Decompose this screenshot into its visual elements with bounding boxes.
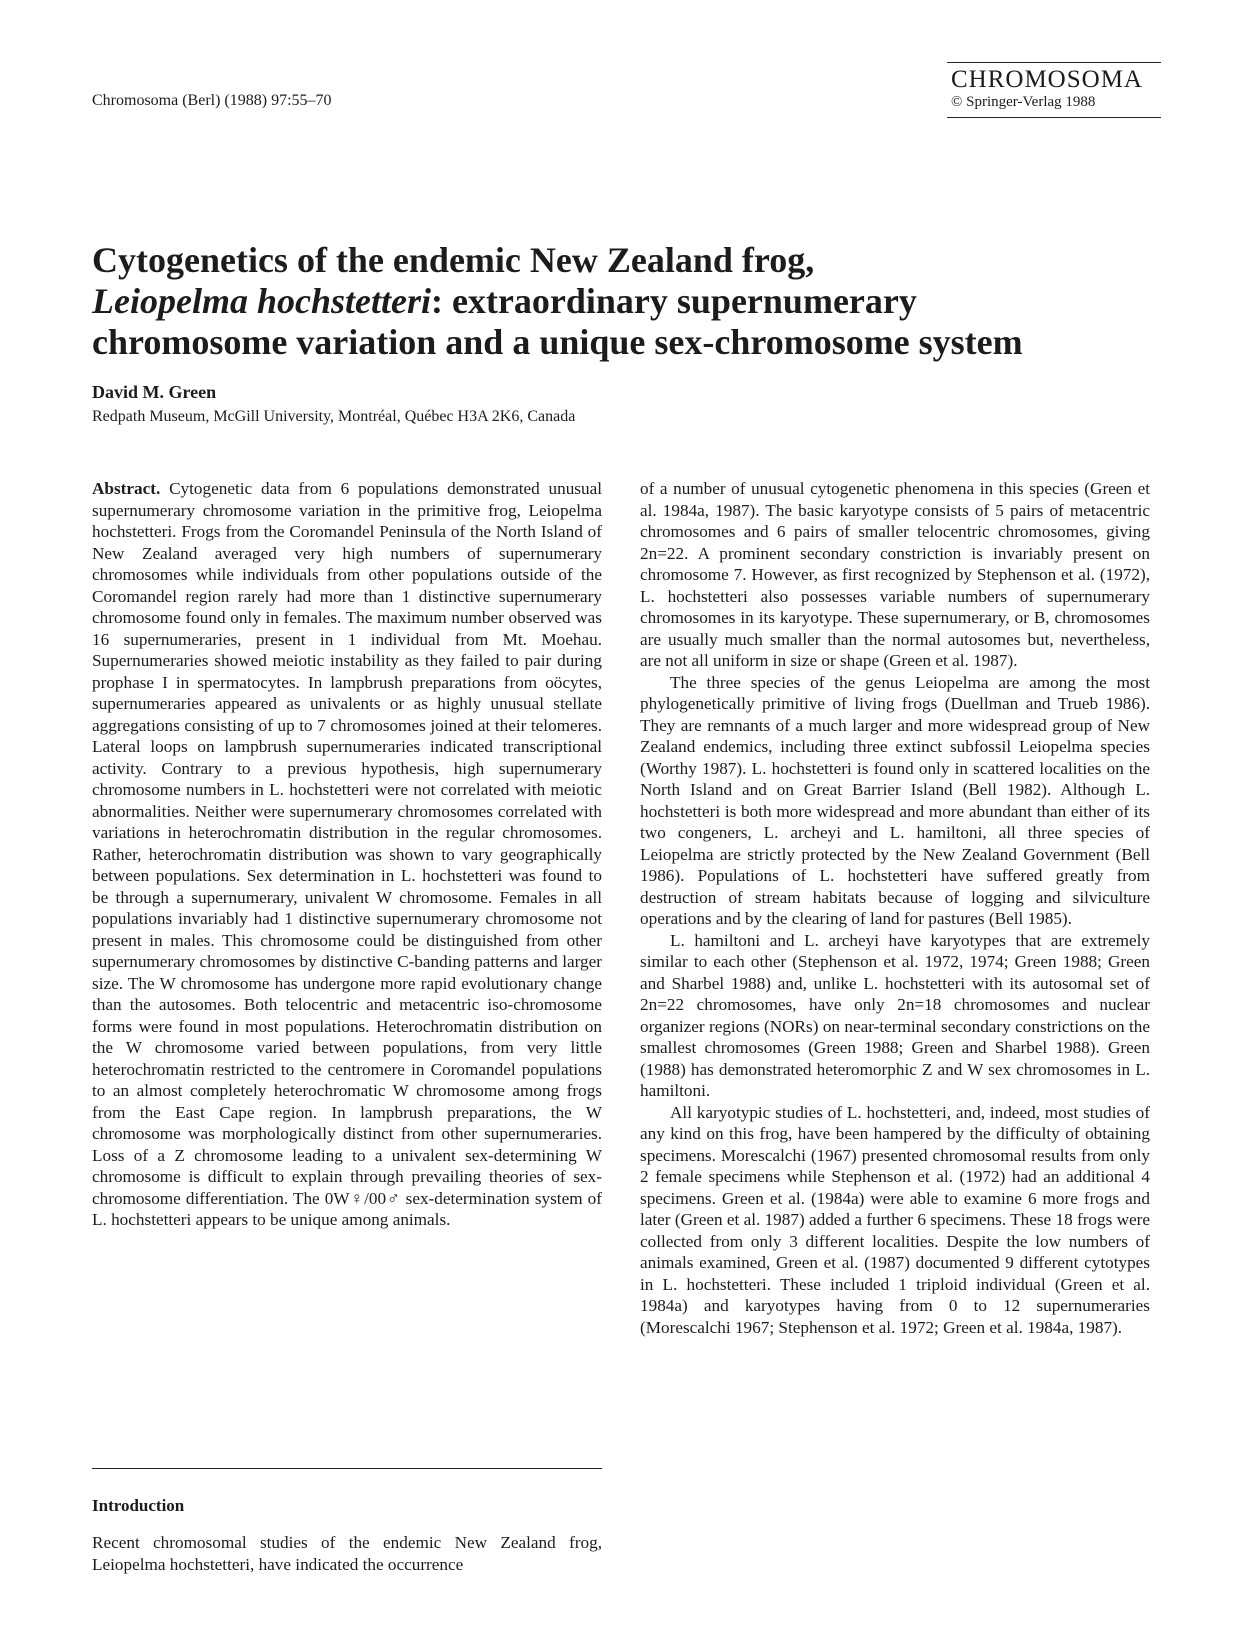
abstract-text: Cytogenetic data from 6 populations demonstrated unusual supernumerary chromosome variation in the primitive frog, Leiopelma hochstetteri. Frogs from the Coromandel Peninsula of the North Island of New Zealand averaged very high numbers of supernumerary chromosomes while individuals from other populations outside of the Coromandel region rarely had more than 1 distinctive supernumerary chromosome found only in females. The maximum number observed was 16 supernumeraries, present in 1 individual from Mt. Moehau. Supernumeraries showed meiotic instability as they failed to pair during prophase I in spermatocytes. In lampbrush preparations from oöcytes, supernumeraries appeared as univalents or as highly unusual stellate aggregations consisting of up to 7 chromosomes joined at their telomeres. Lateral loops on lampbrush supernumeraries indicated transcriptional activity. Contrary to a previous hypothesis, high supernumerary chromosome numbers in L. hochstetteri were not correlated with meiotic abnormalities. Neither were supernumerary chromosomes correlated with variations in heterochromatin distribution in the regular chromosomes. Rather, heterochromatin distribution was shown to vary geographically between populations. Sex determination in L. hochstetteri was found to be through a supernumerary, univalent W chromosome. Females in all populations invariably had 1 distinctive supernumerary chromosome not present in males. This chromosome could be distinguished from other supernumerary chromosomes by distinctive C-banding patterns and larger size. The W chromosome has undergone more rapid evolutionary change than the autosomes. Both telocentric and metacentric iso-chromosome forms were found in most populations. Heterochromatin distribution on the W chromosome varied between populations, from very little heterochromatin restricted to the centromere in Coromandel populations to an almost completely heterochromatic W chromosome among frogs from the East Cape region. In lampbrush preparations, the W chromosome was morphologically distinct from other supernumeraries. Loss of a Z chromosome leading to a univalent sex-determining W chromosome is difficult to explain through prevailing theories of sex-chromosome differentiation. The 0W♀/00♂ sex-determination system of L. hochstetteri appears to be unique among animals. <box>92 479 602 1229</box>
article-title <box>92 240 1092 363</box>
intro-paragraph-4: All karyotypic studies of L. hochstetteri, and, indeed, most studies of any kind on this frog, have been hampered by the difficulty of obtaining specimens. Morescalchi (1967) presented chromosomal results from only 2 female specimens while Stephenson et al. (1972) had an additional 4 specimens. Green et al. (1984a) were able to examine 6 more frogs and later (Green et al. 1987) added a further 6 specimens. These 18 frogs were collected from only 3 different localities. Despite the low numbers of animals examined, Green et al. (1987) documented 9 different cytotypes in L. hochstetteri. These included 1 triploid individual (Green et al. 1984a) and karyotypes having from 0 to 12 supernumeraries (Morescalchi 1967; Stephenson et al. 1972; Green et al. 1984a, 1987). <box>640 1102 1150 1337</box>
title-line-3: chromosome variation and a unique sex-chromosome system <box>92 322 1023 362</box>
abstract-label: Abstract. <box>92 479 161 498</box>
left-column <box>92 478 602 1231</box>
author-name: David M. Green <box>92 382 217 402</box>
abstract-paragraph <box>92 478 602 1231</box>
journal-masthead <box>947 62 1161 118</box>
author-affiliation: Redpath Museum, McGill University, Montréal, Québec H3A 2K6, Canada <box>92 408 576 425</box>
intro-paragraph-2: The three species of the genus Leiopelma are among the most phylogenetically primitive of living frogs (Duellman and Trueb 1986). They are remnants of a much larger and more widespread group of New Zealand endemics, including three extinct subfossil Leiopelma species (Worthy 1987). L. hochstetteri is found only in scattered localities on the North Island and on Great Barrier Island (Bell 1982). Although L. hochstetteri is both more widespread and more abundant than either of its two congeners, L. archeyi and L. hamiltoni, all three species of Leiopelma are strictly protected by the New Zealand Government (Bell 1986). Populations of L. hochstetteri have suffered greatly from destruction of stream habitats because of logging and silviculture operations and by the clearing of land for pastures (Bell 1985). <box>640 672 1150 928</box>
introduction-paragraph-start: Recent chromosomal studies of the endemic New Zealand frog, Leiopelma hochstetteri, have indicated the occurrence <box>92 1533 602 1574</box>
section-divider <box>92 1468 602 1469</box>
copyright-line: © Springer-Verlag 1988 <box>951 94 1096 110</box>
title-line-1: Cytogenetics of the endemic New Zealand frog, <box>92 240 815 280</box>
intro-paragraph-1-continued: of a number of unusual cytogenetic phenomena in this species (Green et al. 1984a, 1987). The basic karyotype consists of 5 pairs of metacentric chromosomes and 6 pairs of smaller telocentric chromosomes, giving 2n=22. A prominent secondary constriction is invariably present on chromosome 7. However, as first recognized by Stephenson et al. (1972), L. hochstetteri also possesses variable numbers of supernumerary chromosomes in its karyotype. These supernumerary, or B, chromosomes are usually much smaller than the normal autosomes but, nevertheless, are not all uniform in size or shape (Green et al. 1987). <box>640 479 1150 670</box>
running-head: Chromosoma (Berl) (1988) 97:55–70 <box>92 92 332 109</box>
journal-name: CHROMOSOMA <box>951 66 1143 93</box>
intro-paragraph-3: L. hamiltoni and L. archeyi have karyotypes that are extremely similar to each other (Stephenson et al. 1972, 1974; Green 1988; Green and Sharbel 1988) and, unlike L. hochstetteri with its autosomal set of 2n=22 chromosomes, have only 2n=18 chromosomes and nuclear organizer regions (NORs) on near-terminal secondary constrictions on the smallest chromosomes (Green 1988; Green and Sharbel 1988). Green (1988) has demonstrated heteromorphic Z and W sex chromosomes in L. hamiltoni. <box>640 930 1150 1100</box>
right-column <box>640 478 1150 1338</box>
title-line-2: : extraordinary supernumerary <box>430 281 917 321</box>
introduction-heading: Introduction <box>92 1496 185 1515</box>
title-species-name: Leiopelma hochstetteri <box>92 281 431 321</box>
